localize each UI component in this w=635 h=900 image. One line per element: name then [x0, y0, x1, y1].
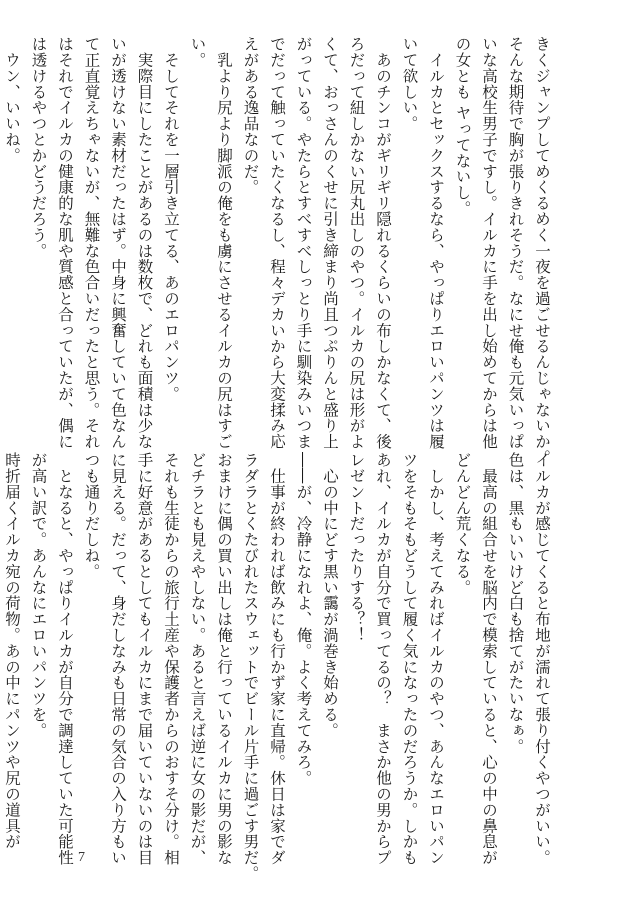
text-line: ろだって紐しかない尻丸出しのやつ。イルカの尻は形がよ	[347, 36, 366, 450]
text-line: ――が、冷静になれよ、俺。よく考えてみろ。	[294, 452, 313, 786]
text-line: いて欲しい。	[400, 36, 419, 132]
text-line: はそれでイルカの健康的な肌や質感と合っていたが、偶に	[56, 36, 74, 450]
text-line: 最高の組合せを脳内で模索していると、心の中の鼻息が	[480, 452, 498, 866]
text-line: イルカが感じてくると布地が濡れて張り付くやつがいい。	[533, 452, 551, 866]
text-line: あのチンコがギリギリ隠れるくらいの布しかなくて、後	[374, 36, 392, 450]
text-line: そしてそれを一層引き立てる、あのエロパンツ。	[162, 36, 180, 402]
text-line: 仕事が終われば飲みにも行かず家に直帰。休日は家でダ	[268, 452, 286, 866]
page-number: 7	[78, 850, 85, 865]
text-line: しかし、考えてみればイルカのやつ、あんなエロいパン	[427, 452, 445, 866]
text-line: の女とも ヤってないし。	[453, 36, 472, 217]
text-line: くて、おっさんのくせに引き締まり尚且つぷりんと盛り上	[321, 36, 339, 450]
text-line: あれ、イルカが自分で買ってるの？ まさか他の男からプ	[374, 452, 392, 866]
text-line: 心の中にどす黒い靄が渦巻き始める。	[321, 452, 339, 739]
text-line: でだって触っていたくなるし、程々デカいから大変揉み応	[268, 36, 286, 450]
text-line: 実際目にしたことがあるのは数枚で、どれも面積は少な	[135, 36, 154, 450]
text-line: おまけに偶の買い出しは俺と行っているイルカに男の影な	[215, 452, 233, 866]
text-line: が高い訳で。あんなにエロいパンツを。	[29, 452, 48, 739]
text-line: ツをそもそもどうして履く気になったのだろうか。しかも	[400, 452, 419, 866]
text-line: いな高校生男子ですし。イルカに手を出し始めてからは他	[480, 36, 498, 450]
text-line: 時折届くイルカ宛の荷物。あの中にパンツや尻の道具が	[3, 452, 21, 850]
text-line: い。	[188, 36, 207, 68]
text-line: どんどん荒くなる。	[453, 452, 472, 596]
text-line: ウン、いいね。	[3, 36, 21, 164]
text-line: ラダラとくたびれたスウェットでビール片手に過ごす男だ。	[241, 452, 260, 882]
text-line: そんな期待で胸が張りきれそうだ。なにせ俺も元気いっぱ	[506, 36, 525, 450]
text-line: それも生徒からの旅行土産や保護者からのおすそ分け。相	[162, 452, 180, 866]
text-line: は透けるやつとかどうだろう。	[29, 36, 48, 259]
text-line: 乳より尻より脚派の俺をも虜にさせるイルカの尻はすご	[215, 36, 233, 450]
lower-text-block	[3, 452, 555, 882]
text-line: いが透けない素材だったはず。中身に興奮していて色なん	[109, 36, 127, 450]
text-line: えがある逸品なのだ。	[241, 36, 260, 195]
text-line: レゼントだったりする？！	[347, 452, 366, 643]
text-line: に見える。だって、身だしなみも日常の気合の入り方もい	[109, 452, 127, 866]
text-line: て正直覚えちゃないが、無難な色合いだったと思う。それ	[82, 36, 101, 450]
upper-text-block	[3, 36, 555, 466]
text-line: 色は、黒もいいけど白も捨てがたいなぁ。	[506, 452, 525, 755]
text-line: イルカとセックスするなら、やっぱりエロいパンツは履	[427, 36, 445, 450]
text-line: 手に好意があるとしてもイルカにまで届いていないのは目	[135, 452, 154, 866]
text-line: どチラとも見えやしない。あると言えば逆に女の影だが、	[188, 452, 207, 866]
text-line: となると、やっぱりイルカが自分で調達していた可能性	[56, 452, 74, 866]
text-line: きくジャンプしてめくるめく一夜を過ごせるんじゃないか。	[533, 36, 551, 466]
text-line: つも通りだしね。	[82, 452, 101, 580]
text-line: がっている。やたらとすべすべしっとり手に馴染みいつま	[294, 36, 313, 450]
